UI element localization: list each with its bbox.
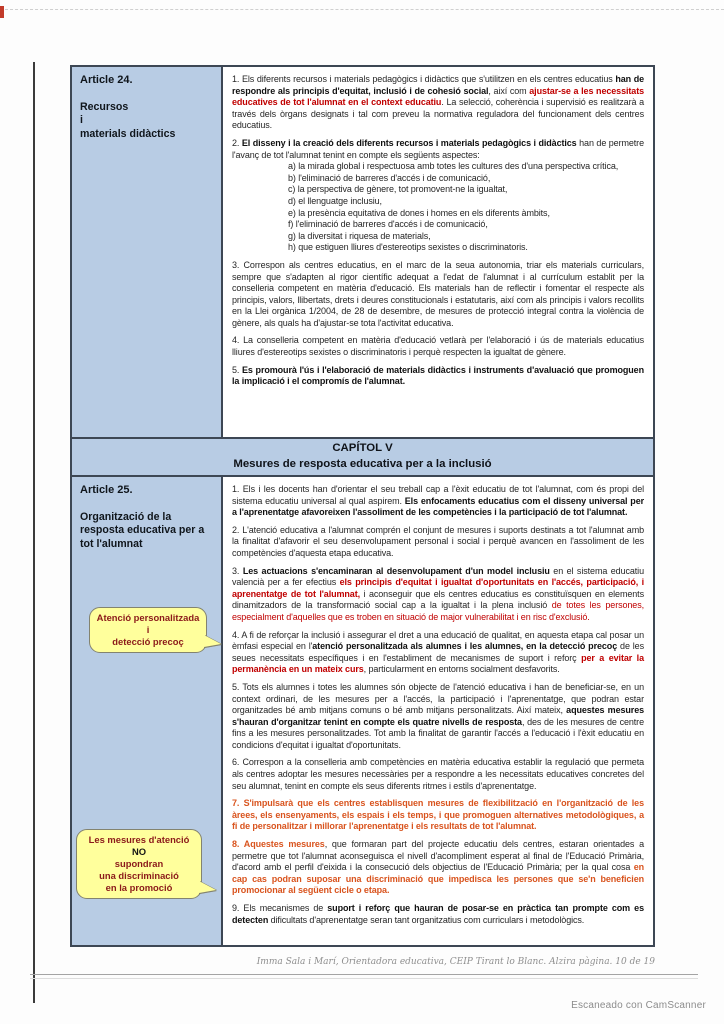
paragraph: [232, 903, 644, 926]
text-span: , des de les mesures de centre fins a les mesures personalitzades. Tot amb la finalitat de garantir l'accés a l'educació i l'èxit educatiu en condicions d'equitat i igualtat d'oportunitats.: [232, 716, 644, 750]
text-span: 6. Correspon a la conselleria amb competències en matèria educativa establir la regulació que permeta als centres adoptar les mesures necessàries per a respondre a les necessitats educatives concretes del seu alumnat, tenint en compte els seus diferents ritmes i estils d'aprenentatge.: [232, 757, 644, 791]
list-item: f) l'eliminació de barreres d'accés i de comunicació,: [288, 219, 488, 230]
text-span: en cap cas podran suposar una discriminació que impedisca les persones que se'n beneficien promocionar al següent cicle o etapa.: [232, 862, 644, 896]
text-span: 8. Aquestes mesures: [232, 839, 325, 850]
paragraph: [232, 74, 644, 132]
text-span: de totes les persones, especialment d'aquelles que es troben en situació de major vulnerabilitat i en risc d'exclusió.: [232, 600, 645, 622]
scan-red-tick: [0, 6, 4, 18]
paragraph: [232, 335, 644, 358]
text-span: 1. Els diferents recursos i materials pedagògics i didàctics que s'utilitzen en els centres educatius: [232, 74, 616, 84]
text-block: [232, 630, 644, 676]
list-item: b) l'eliminació de barreres d'accés i de comunicació,: [288, 172, 491, 183]
paragraph: [232, 260, 644, 330]
document-table: [70, 65, 655, 947]
article25-body-cell: [223, 477, 653, 945]
footer-credit: Imma Sala i Marí, Orientadora educativa, CEIP Tirant lo Blanc. Alzira pàgina. 10 de 19: [256, 957, 655, 967]
list-item: h) que estiguen lliures d'estereotips sexistes o discriminatoris.: [288, 242, 528, 253]
text-span: Els enfocaments educatius com el disseny universal per a l'aprenentatge afavoreixen l'assoliment de les competències i la participació de tot l'alumnat.: [232, 495, 644, 518]
list-item: g) la diversitat i riquesa de materials,: [288, 230, 431, 241]
article24-title-line: materials didàctics: [80, 127, 176, 140]
callout-tail-icon: [199, 881, 216, 893]
text-span: per a evitar la permanència en un mateix curs: [232, 652, 644, 675]
text-span: , que formaran part del projecte educatiu dels centres, estaran orientades a permetre que tot l'alumnat aconseguisca el nivell d'acompliment esperat al final de l'Educació Primària, d'acord amb el perfil d'eixida i la consecució dels objectius de l'Educació Primària; per la qual cosa: [232, 839, 645, 873]
camscanner-watermark: Escaneado con CamScanner: [571, 1000, 706, 1011]
text-span: ajustar-se a les necessitats educatives de tot l'alumnat en el context educatiu: [232, 85, 644, 108]
scan-top-dashed-line: [0, 9, 724, 10]
text-block: [232, 798, 644, 833]
article25-title: Organització de la resposta educativa per a tot l'alumnat: [80, 511, 205, 550]
text-block: [232, 566, 644, 624]
article24-label: Article 24.: [80, 74, 133, 86]
paragraph: [232, 682, 644, 752]
text-span: suport i reforç que hauran de posar-se en pràctica tan prompte com es detecten: [232, 903, 644, 925]
text-span: i aconseguir que els centres educatius es constituïsquen en elements dinamitzadors de la transformació social cap a la igualtat i la plena inclusió: [232, 588, 644, 611]
chapter-title: Mesures de resposta educativa per a la inclusió: [233, 457, 492, 470]
text-block: [232, 757, 644, 792]
text-span: . La selecció, coherència i supervisió es realitzarà a través dels òrgans designats i tal com preveu la normativa reguladora del funcionament dels centres educatius.: [232, 97, 644, 131]
callout-line: Atenció personalitzada: [96, 612, 200, 623]
text-block: [232, 335, 644, 358]
text-span: Les actuacions s'encaminaran al desenvolupament d'un model inclusiu: [242, 565, 550, 576]
paragraph: [232, 757, 644, 792]
article25-label: Article 25.: [80, 484, 133, 496]
footer-rule: [30, 974, 698, 975]
list-item: e) la presència equitativa de dones i homes en els diferents àmbits,: [288, 207, 550, 218]
text-span: en el sistema educatiu valencià per a fer efectius: [232, 565, 644, 588]
article24-header-cell: [72, 67, 223, 437]
callout-line: una discriminació: [99, 870, 179, 881]
article25-header-cell: [72, 477, 223, 945]
list-item: c) la perspectiva de gènere, tot promovent-ne la igualtat,: [288, 184, 508, 195]
text-block: [232, 682, 644, 752]
text-block: [232, 903, 644, 926]
callout-mesures-atencio: [76, 829, 202, 899]
callout-line: en la promoció: [105, 882, 173, 893]
text-span: aquestes mesures s'hauran d'organitzar tenint en compte els quatre nivells de resposta: [232, 705, 644, 727]
text-span: atenció personalitzada als alumnes i les alumnes, en la detecció precoç: [312, 641, 618, 652]
footer-rule-light: [30, 978, 698, 979]
article24-body-cell: [223, 67, 653, 437]
text-span: , així com: [488, 85, 530, 96]
paragraph: [232, 839, 644, 897]
chapter-header: [72, 437, 653, 477]
text-span: 3.: [232, 565, 243, 576]
list-item: a) la mirada global i respectuosa amb totes les cultures des d'una perspectiva crítica,: [288, 161, 619, 172]
callout-line: i: [146, 624, 150, 635]
text-span: 7. S'impulsarà que els centres establisquen mesures de flexibilització en l'organització de les àrees, els ensenyaments, els espais i els temps, i que promoguen alternatives metodològiques, a fi de personalitzar i millorar l'aprenentatge i els resultats de tot l'alumnat.: [232, 798, 644, 832]
text-span: 3. Correspon als centres educatius, en el marc de la seua autonomia, triar els materials curriculars, sempre que s'adapten al rigor científic adequat a l'edat de l'alumnat i al currículum establit per la conselleria competent en matèria d'educació. Els materials han de reflectir i fomentar el respecte als principis, valors, llibertats, drets i deures constitucionals i estatutaris, així com als principis i valors recollits en la Llei orgànica 1/2004, de 28 de desembre, de mesures de protecció integral contra la violència de gènere, als quals ha d'ajustar-se tota l'activitat educativa.: [232, 259, 644, 328]
text-block: [232, 74, 644, 132]
callout-atencio-personalitzada: [89, 607, 207, 653]
text-span: de les seues necessitats específiques i en l'establiment de mecanismes de suport i reforç: [232, 641, 644, 663]
text-span: 4. La conselleria competent en matèria d'educació vetlarà per l'elaboració i ús de materials educatius lliures d'estereotips sexistes o discriminatoris i perquè respecten la igualtat de gènere.: [232, 335, 644, 358]
text-block: [232, 365, 644, 388]
paragraph: [232, 484, 644, 519]
callout-line: detecció precoç: [112, 636, 184, 647]
paragraph: [232, 365, 644, 388]
text-span: han de permetre l'avanç de tot l'alumnat tenint en compte els següents aspectes:: [232, 137, 644, 160]
paragraph: [232, 566, 644, 624]
text-span: 1. Els i les docents han d'orientar el seu treball cap a l'èxit educatiu de tot l'alumnat, com és propi del sistema educatiu universal al qual aspirem.: [232, 484, 644, 506]
callout-line: NO: [131, 846, 147, 857]
text-block: [232, 839, 644, 897]
paragraph: [232, 138, 644, 161]
article24-title-line: Recursos: [80, 101, 129, 113]
text-block: [232, 260, 644, 330]
list-item: d) el llenguatge inclusiu,: [288, 195, 382, 206]
article24-title: [80, 101, 215, 141]
text-span: dificultats d'aprenentatge seran tant organitzatius com curriculars i metodològics.: [268, 914, 585, 925]
text-span: 5.: [232, 364, 243, 375]
text-span: 2.: [232, 137, 242, 148]
paragraph: [232, 798, 644, 833]
text-span: , particularment en entorns socialment desfavorits.: [363, 664, 560, 675]
text-span: 9. Els mecanismes de: [232, 903, 328, 913]
scan-left-edge-line: [33, 62, 35, 1003]
text-span: 2. L'atenció educativa a l'alumnat comprén el conjunt de mesures i suports destinats a tot l'alumnat amb la finalitat d'afavorir el seu desenvolupament personal i social i perquè avancen en l'assoliment de les competències d'aquesta etapa educativa.: [232, 524, 644, 558]
article24-title-line: i: [80, 114, 83, 127]
text-span: Es promourà l'ús i l'elaboració de materials didàctics i instruments d'avaluació que promoguen la implicació i el compromís de l'alumnat.: [232, 364, 644, 387]
chapter-number: CAPÍTOL V: [332, 442, 393, 454]
paragraph: [232, 525, 644, 560]
paragraph: [232, 630, 644, 676]
text-span: els principis d'equitat i igualtat d'oportunitats en l'accés, participació, i aprenentatge de tot l'alumnat,: [232, 577, 645, 599]
callout-line: supondran: [114, 858, 164, 869]
text-block: [232, 525, 644, 560]
callout-tail-icon: [204, 635, 221, 647]
text-span: han de respondre als principis d'equitat, inclusió i de cohesió social: [232, 74, 645, 96]
text-span: El disseny i la creació dels diferents recursos i materials pedagògics i didàctics: [241, 137, 577, 148]
text-block: [232, 484, 644, 519]
text-block: [232, 138, 644, 254]
callout-line: Les mesures d'atenció: [88, 834, 190, 845]
text-span: 4. A fi de reforçar la inclusió i assegurar el dret a una educació de qualitat, en aquesta etapa cal posar un èmfasi especial en l': [232, 629, 644, 652]
text-span: 5. Tots els alumnes i totes les alumnes són objecte de l'atenció educativa i han de beneficiar-se, en un context ordinari, de les mesures per a l'accés, la participació i l'aprenentatge, que podran estar organitzades bé amb mitjans comuns o bé amb mitjans personalitzats. Així mateix,: [232, 681, 644, 716]
